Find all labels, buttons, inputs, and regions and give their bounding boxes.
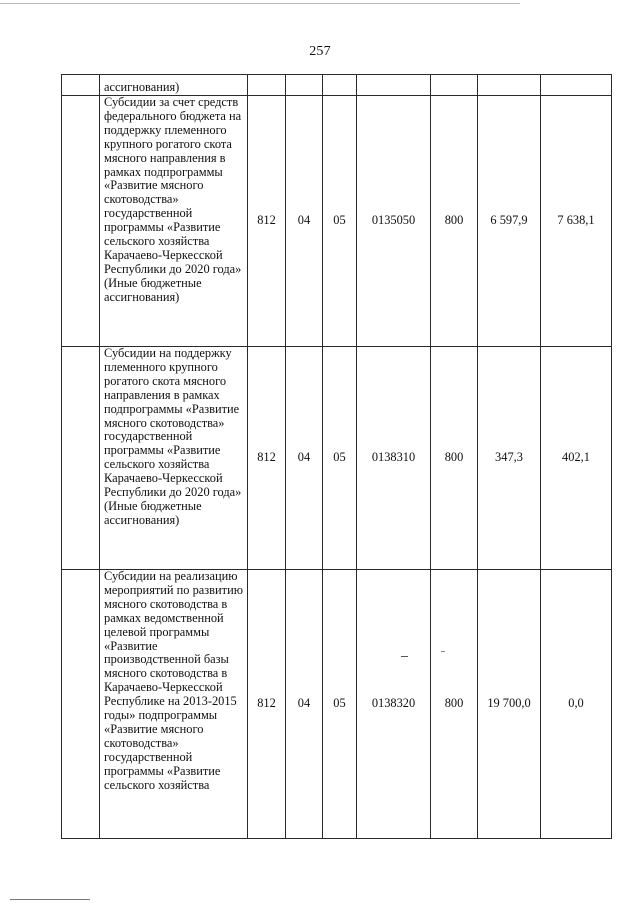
row-number-cell bbox=[62, 96, 100, 347]
ministry-cell bbox=[248, 75, 286, 96]
subsection-cell bbox=[323, 75, 357, 96]
budget-table bbox=[61, 74, 612, 839]
section-cell: 04 bbox=[286, 347, 323, 570]
bottom-rule bbox=[10, 899, 90, 900]
table-row bbox=[62, 347, 612, 570]
amount-2015-cell: 0,0 bbox=[541, 570, 612, 839]
target-article-cell bbox=[357, 75, 431, 96]
amount-2014-cell: 347,3 bbox=[478, 347, 541, 570]
amount-2015-cell: 402,1 bbox=[541, 347, 612, 570]
description-cell: Субсидии на реализацию мероприятий по развитию мясного скотоводства в рамках ведомственной целевой программы «Развитие производственной базы мясного скотоводства в Карачаево-Черкесской Республике на 2013-2015 годы» подпрограммы «Развитие мясного скотоводства» государственной программы «Развитие сельского хозяйства bbox=[100, 570, 248, 839]
table-row bbox=[62, 570, 612, 839]
amount-2015-cell: 7 638,1 bbox=[541, 96, 612, 347]
description-cell: Субсидии за счет средств федерального бюджета на поддержку племенного крупного рогатого скота мясного направления в рамках подпрограммы «Развитие мясного скотоводства» государственной программы «Развитие сельского хозяйства Карачаево-Черкесской Республики до 2020 года» (Иные бюджетные ассигнования) bbox=[100, 96, 248, 347]
ministry-cell: 812 bbox=[248, 96, 286, 347]
top-rule bbox=[0, 3, 520, 4]
table-row bbox=[62, 96, 612, 347]
amount-2014-cell: 6 597,9 bbox=[478, 96, 541, 347]
page-number: 257 bbox=[309, 44, 331, 59]
amount-2014-cell bbox=[478, 75, 541, 96]
target-article-cell: 0138320 bbox=[357, 570, 431, 839]
expense-type-cell: 800 bbox=[431, 347, 478, 570]
expense-type-cell: 800 bbox=[431, 96, 478, 347]
expense-type-cell bbox=[431, 75, 478, 96]
subsection-cell: 05 bbox=[323, 347, 357, 570]
description-cell: Субсидии на поддержку племенного крупного рогатого скота мясного направления в рамках подпрограммы «Развитие мясного скотоводства» государственной программы «Развитие сельского хозяйства Карачаево-Черкесской Республики до 2020 года» (Иные бюджетные ассигнования) bbox=[100, 347, 248, 570]
amount-2014-cell: 19 700,0 bbox=[478, 570, 541, 839]
section-cell: 04 bbox=[286, 96, 323, 347]
section-cell bbox=[286, 75, 323, 96]
scan-artifact-mark bbox=[401, 656, 408, 657]
ministry-cell: 812 bbox=[248, 347, 286, 570]
row-number-cell bbox=[62, 75, 100, 96]
target-article-cell: 0135050 bbox=[357, 96, 431, 347]
description-cell: ассигнования) bbox=[100, 75, 248, 96]
expense-type-cell: 800 bbox=[431, 570, 478, 839]
table-row bbox=[62, 75, 612, 96]
section-cell: 04 bbox=[286, 570, 323, 839]
amount-2015-cell bbox=[541, 75, 612, 96]
subsection-cell: 05 bbox=[323, 96, 357, 347]
subsection-cell: 05 bbox=[323, 570, 357, 839]
target-article-cell: 0138310 bbox=[357, 347, 431, 570]
scan-artifact-mark bbox=[441, 651, 445, 652]
row-number-cell bbox=[62, 347, 100, 570]
ministry-cell: 812 bbox=[248, 570, 286, 839]
row-number-cell bbox=[62, 570, 100, 839]
